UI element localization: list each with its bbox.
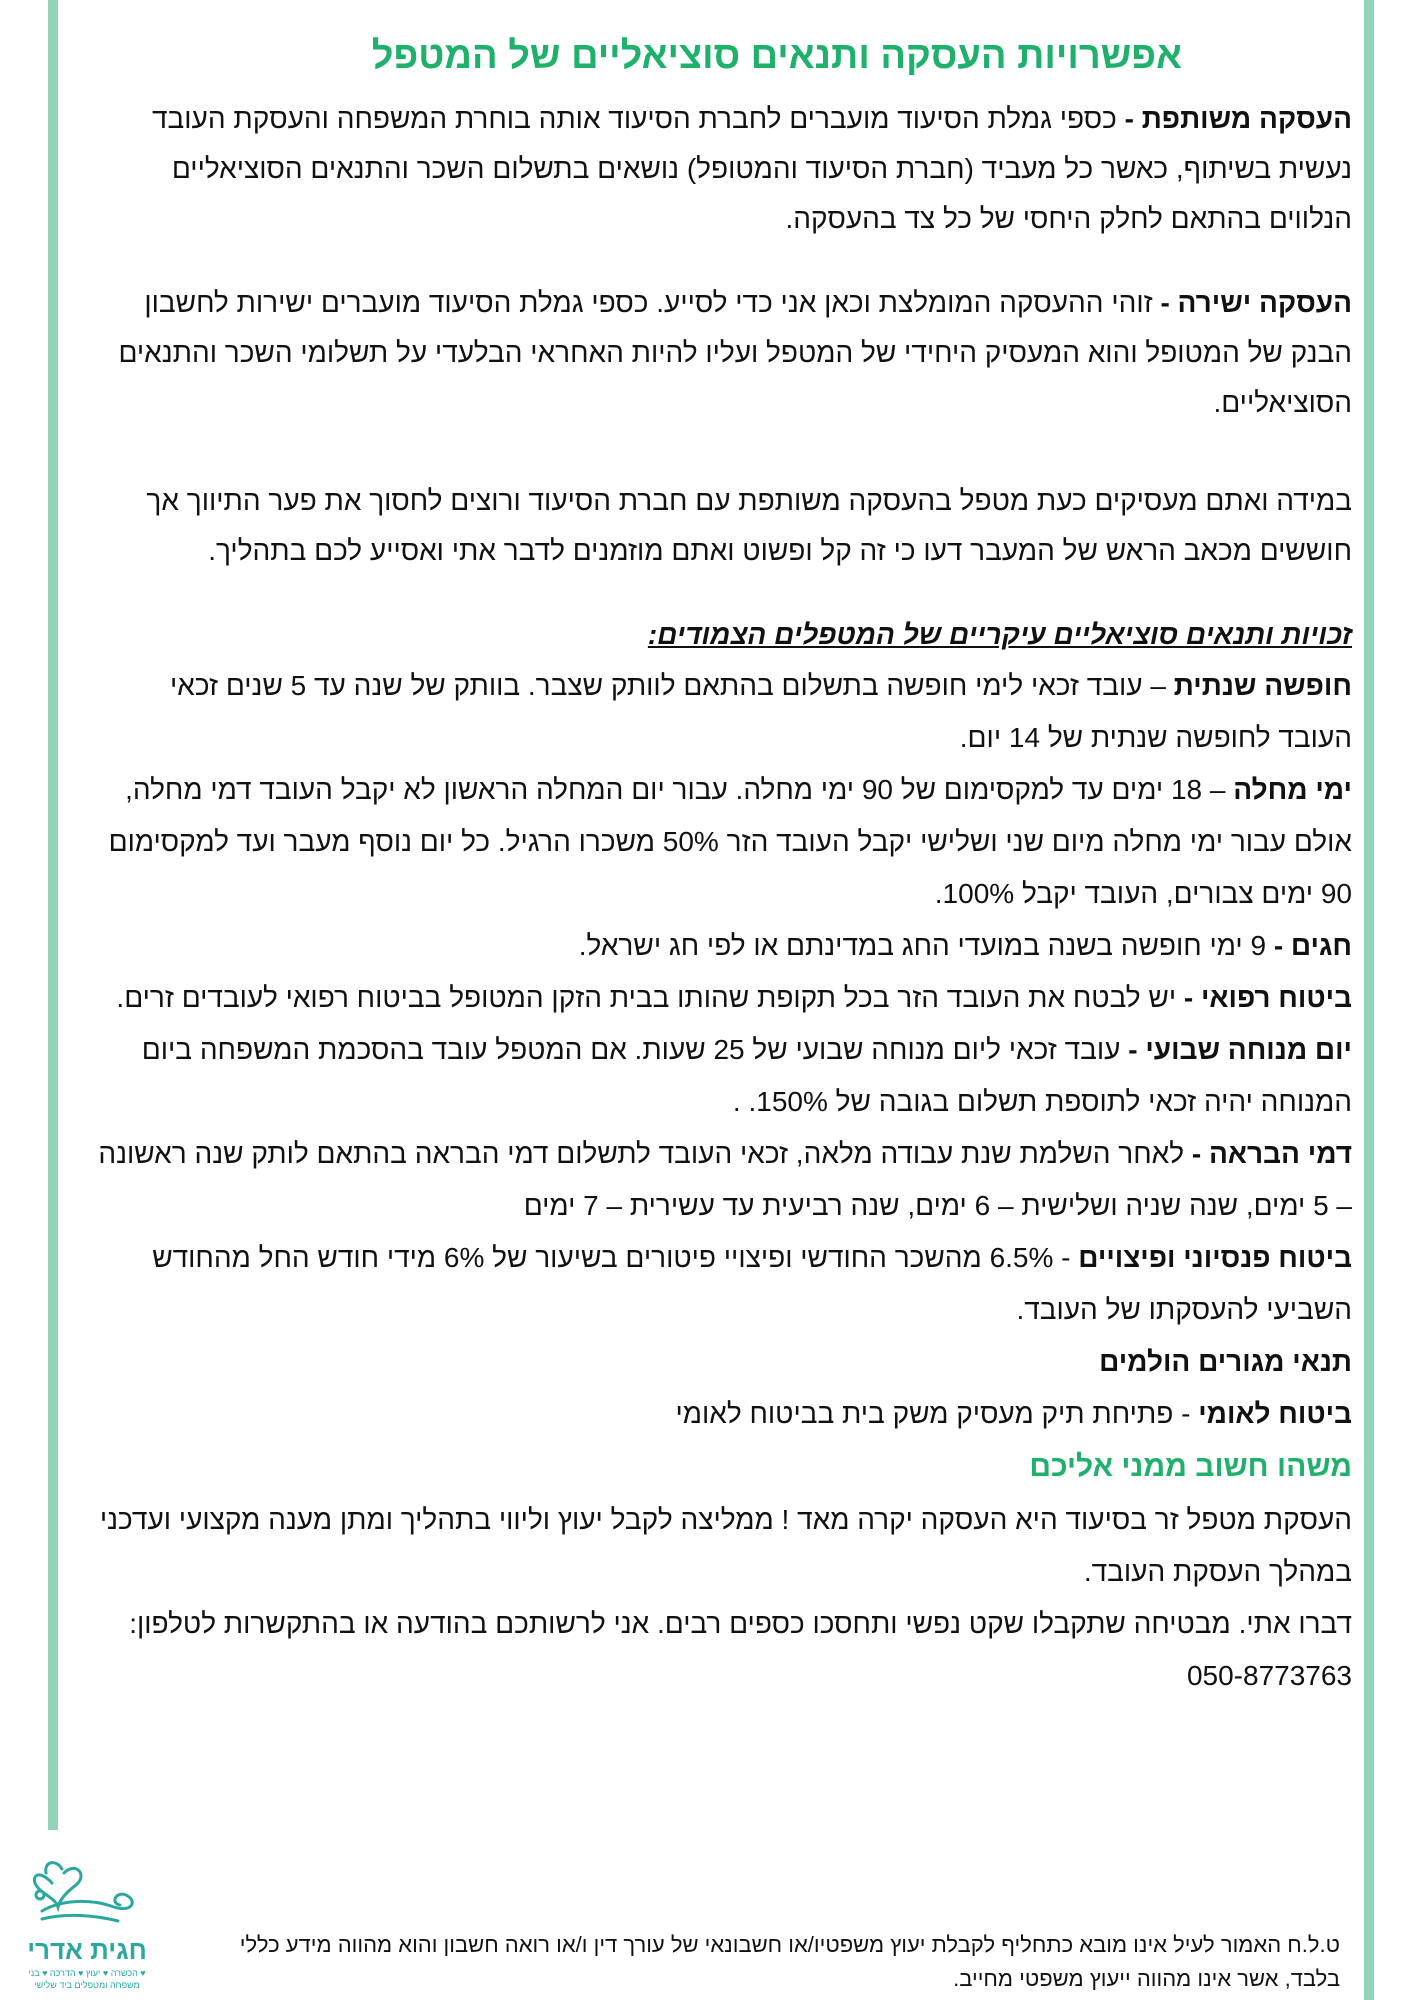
shared-employment-paragraph bbox=[96, 94, 1352, 244]
important-paragraph: העסקת מטפל זר בסיעוד היא העסקה יקרה מאד ! ממליצה לקבל יעוץ וליווי בתהליך ומתן מענה מקצועי ועדכני במהלך העסקת העובד. bbox=[99, 1504, 1352, 1587]
contact-paragraph bbox=[96, 1598, 1352, 1702]
right-text: יש לבטח את העובד הזר בכל תקופת שהותו בבית הזקן המטופל בביטוח רפואי לעובדים זרים. bbox=[116, 982, 1184, 1013]
right-label: ביטוח פנסיוני ופיצויים bbox=[1078, 1242, 1352, 1273]
national-insurance-item bbox=[96, 1388, 1352, 1440]
right-text: עובד זכאי ליום מנוחה שבועי של 25 שעות. אם המטפל עובד בהסכמת המשפחה ביום המנוחה יהיה זכאי לתוספת תשלום בגובה של 150%. . bbox=[141, 1034, 1352, 1117]
right-sick-days bbox=[96, 764, 1352, 920]
page-title: אפשרויות העסקה ותנאים סוציאליים של המטפל bbox=[371, 35, 1182, 77]
right-label: יום מנוחה שבועי - bbox=[1128, 1034, 1352, 1065]
right-holidays bbox=[96, 920, 1352, 972]
right-label: חופשה שנתית bbox=[1173, 670, 1352, 701]
housing-heading: תנאי מגורים הולמים bbox=[1099, 1346, 1352, 1377]
right-text: 9 ימי חופשה בשנה במועדי החג במדינתם או לפי חג ישראל. bbox=[578, 930, 1274, 961]
left-border-bar bbox=[48, 0, 58, 1830]
right-medical-insurance bbox=[96, 972, 1352, 1024]
right-border-bar bbox=[1364, 0, 1374, 2000]
right-annual-vacation bbox=[96, 660, 1352, 764]
right-text: – עובד זכאי לימי חופשה בתשלום בהתאם לוותק שצבר. בוותק של שנה עד 5 שנים זכאי העובד לחופשה שנתית של 14 יום. bbox=[170, 670, 1352, 753]
right-label: ימי מחלה bbox=[1233, 774, 1352, 805]
contact-text: דברו אתי. מבטיחה שתקבלו שקט נפשי ותחסכו כספים רבים. אני לרשותכם בהודעה או בהתקשרות לטלפון: bbox=[129, 1608, 1352, 1639]
direct-employment-text: זוהי ההעסקה המומלצת וכאן אני כדי לסייע. כספי גמלת הסיעוד מועברים ישירות לחשבון הבנק של המטופל והוא המעסיק היחידי של המטפל ועליו להיות האחראי הבלעדי על תשלומי השכר והתנאים הסוציאליים. bbox=[118, 287, 1352, 418]
rights-heading: זכויות ותנאים סוציאליים עיקריים של המטפלים הצמודים: bbox=[647, 619, 1352, 650]
phone-number[interactable]: 050-8773763 bbox=[1186, 1660, 1352, 1691]
direct-employment-label: העסקה ישירה - bbox=[1160, 287, 1352, 318]
invite-paragraph: במידה ואתם מעסיקים כעת מטפל בהעסקה משותפת עם חברת הסיעוד ורוצים לחסוך את פער התיווך אך חוששים מכאב הראש של המעבר דעו כי זה קל ופשוט ואתם מוזמנים לדבר אתי ואסייע לכם בתהליך. bbox=[146, 485, 1352, 566]
right-text: – 18 ימים עד למקסימום של 90 ימי מחלה. עבור יום המחלה הראשון לא יקבל העובד דמי מחלה, אולם עבור ימי מחלה מיום שני ושלישי יקבל העובד הזר 50% משכרו הרגיל. כל יום נוסף מעבר ועד למקסימום 90 ימים צבורים, העובד יקבל 100%. bbox=[108, 774, 1352, 909]
brand-logo bbox=[22, 1855, 152, 1995]
logo-tagline: ♥ הכשרה ♥ יעוץ ♥ הדרכה ♥ בני משפחה ומטפלים ביד שלישי bbox=[28, 1968, 146, 1990]
national-insurance-label: ביטוח לאומי bbox=[1198, 1398, 1352, 1429]
right-label: דמי הבראה - bbox=[1191, 1138, 1352, 1169]
heart-swirl-logo-icon bbox=[22, 1855, 152, 1935]
right-label: חגים - bbox=[1273, 930, 1352, 961]
national-insurance-text: - פתיחת תיק מעסיק משק בית בביטוח לאומי bbox=[675, 1398, 1199, 1429]
document-body bbox=[96, 0, 1352, 1900]
right-weekly-rest bbox=[96, 1024, 1352, 1128]
right-recreation-pay bbox=[96, 1128, 1352, 1232]
right-pension bbox=[96, 1232, 1352, 1336]
right-text: - 6.5% מהשכר החודשי ופיצויי פיטורים בשיעור של 6% מידי חודש החל מהחודש השביעי להעסקתו של העובד. bbox=[152, 1242, 1352, 1325]
shared-employment-text: כספי גמלת הסיעוד מועברים לחברת הסיעוד אותה בוחרת המשפחה והעסקת העובד נעשית בשיתוף, כאשר כל מעביד (חברת הסיעוד והמטופל) נושאים בתשלום השכר והתנאים הסוציאליים הנלווים בהתאם לחלק היחסי של כל צד בהעסקה. bbox=[152, 103, 1352, 234]
disclaimer: ט.ל.ח האמור לעיל אינו מובא כתחליף לקבלת יעוץ משפטיו/או חשבונאי של עורך דין ו/או רואה חשבון והוא מהווה מידע כללי בלבד, אשר אינו מהווה ייעוץ משפטי מחייב. bbox=[239, 1932, 1340, 1991]
right-text: לאחר השלמת שנת עבודה מלאה, זכאי העובד לתשלום דמי הבראה בהתאם לותק שנה ראשונה – 5 ימים, שנה שניה ושלישית – 6 ימים, שנה רביעית עד עשירית – 7 ימים bbox=[98, 1138, 1352, 1221]
logo-name: חגית אדרי bbox=[27, 1935, 147, 1965]
shared-employment-label: העסקה משותפת - bbox=[1124, 103, 1352, 134]
direct-employment-paragraph bbox=[96, 278, 1352, 428]
important-heading: משהו חשוב ממני אליכם bbox=[1029, 1450, 1352, 1483]
right-label: ביטוח רפואי - bbox=[1183, 982, 1352, 1013]
